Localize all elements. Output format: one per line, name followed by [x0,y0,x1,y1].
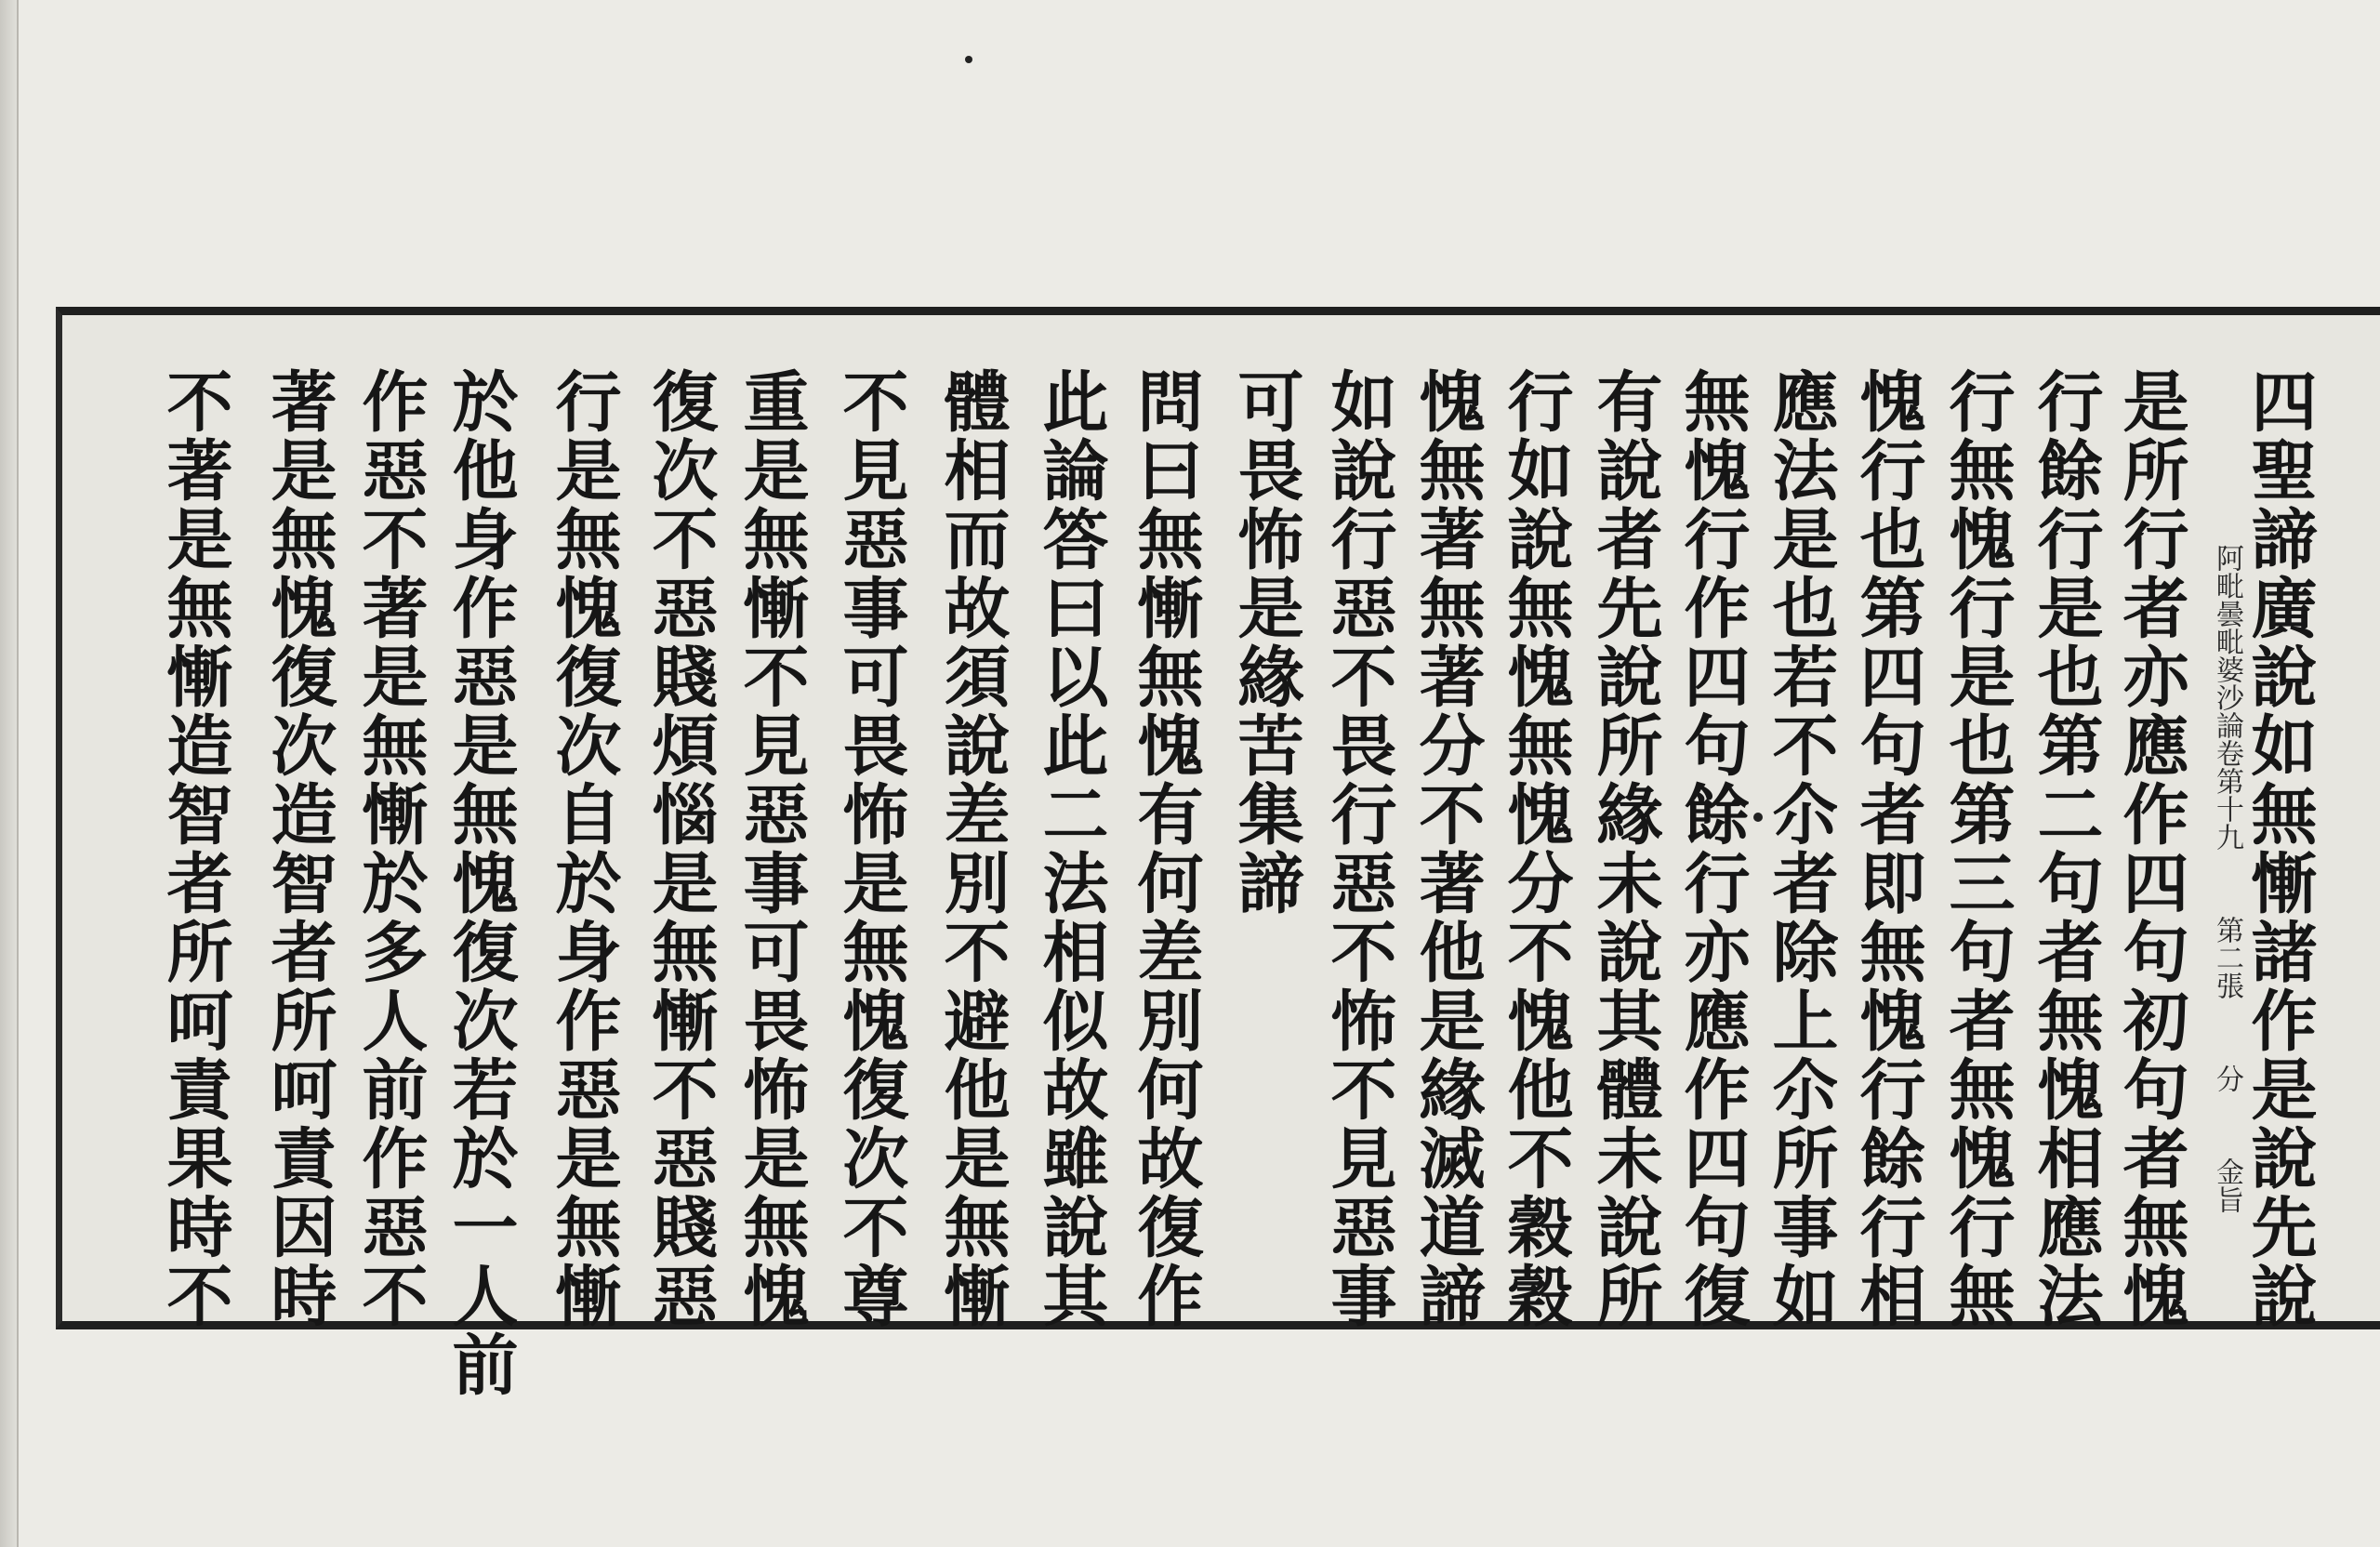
text-column-17: 重是無慚不見惡事可畏怖是無愧 [733,367,811,1330]
text-column-22: 著是無愧復次造智者所呵責因時 [260,367,338,1330]
text-column-19: 行是無愧復次自於身作惡是無慚 [545,367,623,1330]
text-column-5: 愧行也第四句者即無愧行餘行相 [1849,367,1927,1330]
text-column-13: 問曰無慚無愧有何差別何故復作 [1127,367,1205,1330]
page-edge [0,0,19,1547]
text-column-7: 無愧行作四句餘行亦應作四句復 [1673,367,1752,1330]
text-column-12: 可畏怖是緣苦集諦 [1227,367,1305,918]
text-column-2: 是所行者亦應作四句初句者無愧 [2112,367,2190,1330]
margin-leaf-number: 第二張 [2211,916,2243,999]
margin-mark: 分 [2211,1064,2243,1092]
text-column-11: 如說行惡不畏行惡不怖不見惡事 [1320,367,1398,1330]
page-fold [17,0,19,1547]
text-column-6: 應法是也若不尒者除上尒所事如 [1762,367,1840,1330]
margin-note [2208,544,2245,1213]
ink-speck [965,56,972,63]
text-column-10: 愧無著無著分不著他是緣滅道諦 [1408,367,1487,1330]
margin-mark: 金旨 [2211,1157,2243,1213]
text-column-8: 有說者先說所緣未說其體未說所 [1586,367,1664,1330]
text-column-23: 不著是無慚造智者所呵責果時不 [156,367,234,1330]
text-column-3: 行餘行是也第二句者無愧相應法 [2027,367,2105,1330]
text-column-18: 復次不惡賤煩惱是無慚不惡賤惡 [641,367,720,1330]
text-column-4: 行無愧行是也第三句者無愧行無 [1938,367,2016,1330]
text-column-15: 體相而故須說差別不避他是無慚 [933,367,1012,1330]
text-column-21: 作惡不著是無慚於多人前作惡不 [351,367,430,1330]
text-column-14: 此論答曰以此二法相似故雖說其 [1032,367,1110,1330]
text-column-20: 於他身作惡是無愧復次若於一人前 [442,367,520,1399]
margin-title: 阿毗曇毗婆沙論卷第十九 [2211,544,2243,851]
text-column-16: 不見惡事可畏怖是無愧復次不尊 [832,367,910,1330]
text-column-1: 四聖諦廣說如無慚諸作是說先說 [2241,367,2319,1330]
text-column-9: 行如說無愧無愧分不愧他不穀穀 [1497,367,1575,1330]
